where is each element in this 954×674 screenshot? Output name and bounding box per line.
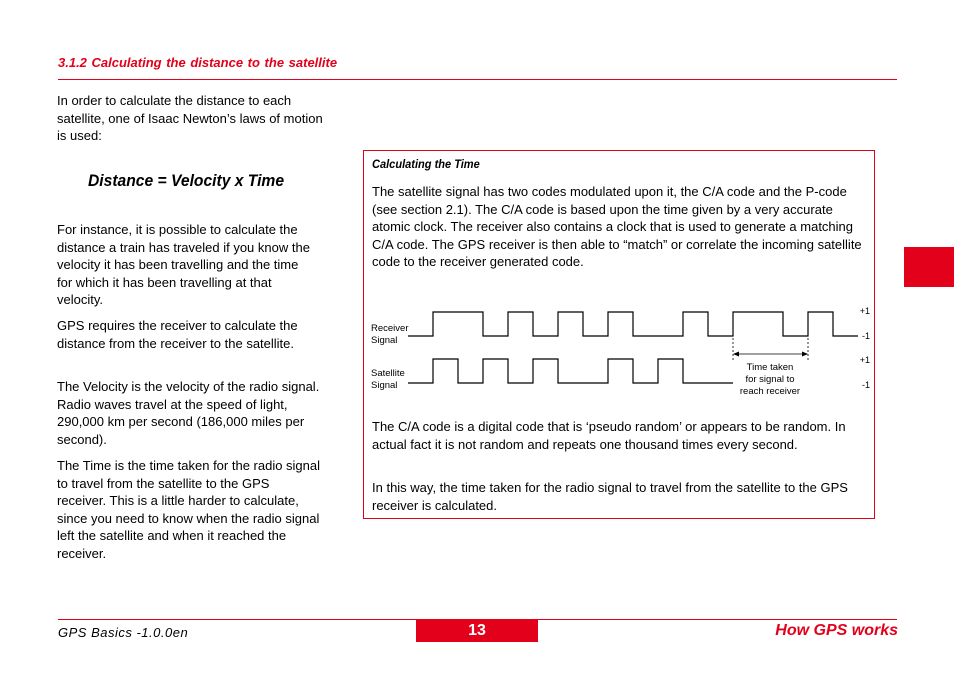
time-taken-label-line2: for signal to <box>745 374 795 385</box>
distance-formula: Distance = Velocity x Time <box>88 171 285 190</box>
header-rule <box>58 79 897 80</box>
receiver-label-line1: Receiver <box>371 323 409 334</box>
satellite-label-line1: Satellite <box>371 368 405 379</box>
section-title: 3.1.2 Calculating the distance to the satellite <box>58 55 338 70</box>
time-taken-label-line1: Time taken <box>746 362 794 373</box>
train-example-paragraph: For instance, it is possible to calculate the distance a train has traveled if you know the velocity it has been travelling and the time for which it has been travelling at that velocity. <box>57 222 310 307</box>
intro-paragraph: In order to calculate the distance to each satellite, one of Isaac Newton’s laws of motion is used: <box>57 93 323 143</box>
box-paragraph-conclusion: In this way, the time taken for the radio signal to travel from the satellite to the GPS receiver is calculated. <box>372 480 848 513</box>
receiver-label-line2: Signal <box>371 335 398 346</box>
time-offset-arrowhead-left <box>733 352 739 357</box>
satellite-signal-waveform <box>408 359 733 383</box>
satellite-plus-one-label: +1 <box>859 355 870 365</box>
receiver-signal-waveform <box>408 312 858 336</box>
receiver-minus-one-label: -1 <box>861 331 870 341</box>
box-title: Calculating the Time <box>372 157 480 171</box>
signal-timing-diagram <box>365 300 875 405</box>
gps-requires-paragraph: GPS requires the receiver to calculate the distance from the receiver to the satellite. <box>57 318 298 351</box>
velocity-paragraph: The Velocity is the velocity of the radio signal. Radio waves travel at the speed of light, 290,000 km per second (186,000 miles per second). <box>57 379 320 447</box>
time-offset-arrowhead-right <box>802 352 808 357</box>
time-paragraph: The Time is the time taken for the radio signal to travel from the satellite to the GPS receiver. This is a little harder to calculate, since you need to know when the radio signal left the satellite and when it reached the receiver. <box>57 458 321 561</box>
time-taken-label-line3: reach receiver <box>739 386 801 397</box>
chapter-tab-marker <box>904 247 954 287</box>
chapter-title: How GPS works <box>775 622 898 639</box>
box-paragraph-pseudo-random: The C/A code is a digital code that is ‘pseudo random’ or appears to be random. In actual fact it is not random and repeats one thousand times every second. <box>372 419 846 452</box>
page-number: 13 <box>416 620 538 642</box>
satellite-minus-one-label: -1 <box>861 380 870 390</box>
box-paragraph-codes: The satellite signal has two codes modulated upon it, the C/A code and the P-code (see section 2.1). The C/A code is based upon the time given by a very accurate atomic clock. The receiver also contains a clock that is used to generate a matching C/A code. The GPS receiver is then able to “match” or correlate the incoming satellite code to the receiver generated code. <box>372 184 862 269</box>
document-name: GPS Basics -1.0.0en <box>58 625 189 640</box>
receiver-plus-one-label: +1 <box>859 306 870 316</box>
satellite-label-line2: Signal <box>371 380 398 391</box>
